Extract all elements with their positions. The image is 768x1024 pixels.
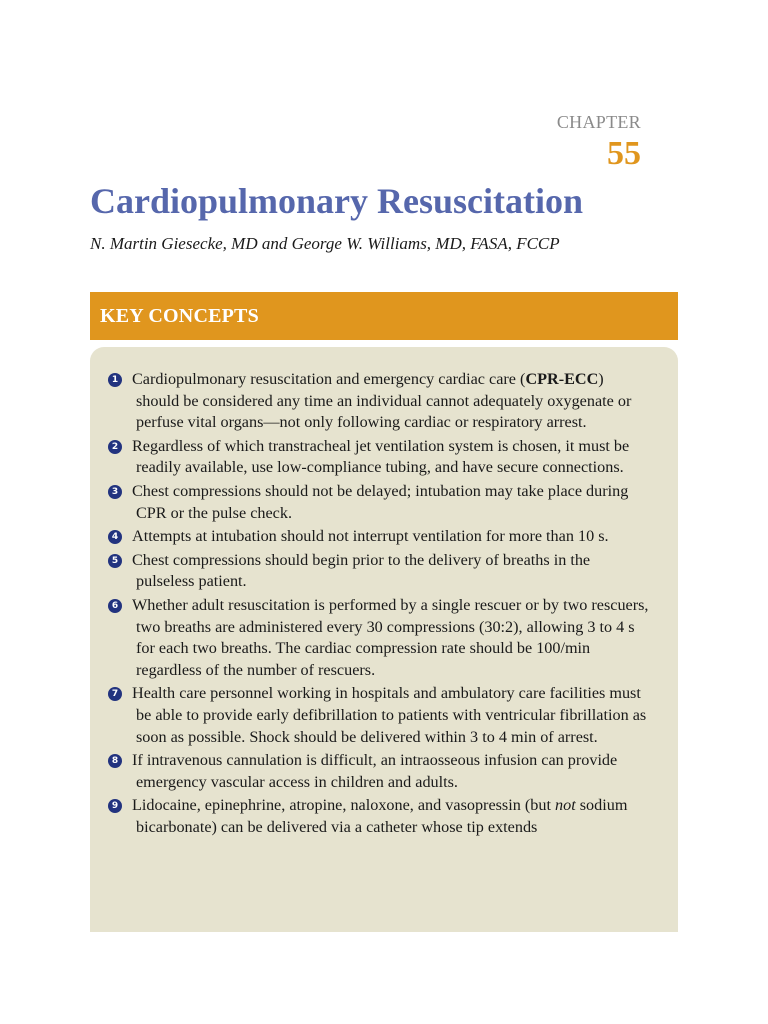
concept-number-badge: 3 xyxy=(108,485,122,499)
concept-number-badge: 6 xyxy=(108,599,122,613)
chapter-label: CHAPTER xyxy=(556,112,641,132)
key-concept-item xyxy=(108,595,650,681)
key-concept-item xyxy=(108,683,650,748)
concept-text: If intravenous cannulation is difficult, an intraosseous infusion can provide emergency vascular access in children and adults. xyxy=(132,751,618,791)
chapter-number: 55 xyxy=(607,135,641,172)
concept-text: Lidocaine, epinephrine, atropine, naloxone, and vasopressin (but not sodium bicarbonate) can be delivered via a catheter whose tip extends xyxy=(132,796,628,836)
concept-text: Attempts at intubation should not interrupt ventilation for more than 10 s. xyxy=(132,527,609,546)
key-concept-item xyxy=(108,369,650,434)
concept-number-badge: 4 xyxy=(108,530,122,544)
key-concept-item xyxy=(108,436,650,479)
key-concept-item xyxy=(108,750,650,793)
concept-italic-term: not xyxy=(555,796,576,815)
key-concept-item xyxy=(108,795,650,838)
concept-number-badge: 5 xyxy=(108,554,122,568)
chapter-title: Cardiopulmonary Resuscitation xyxy=(90,181,584,221)
concept-text: Chest compressions should not be delayed; intubation may take place during CPR or the pulse check. xyxy=(132,481,629,522)
concept-number-badge: 2 xyxy=(108,440,122,454)
concept-text: Regardless of which transtracheal jet ventilation system is chosen, it must be readily available, use low-compliance tubing, and have secure connections. xyxy=(132,436,630,477)
concept-number-badge: 1 xyxy=(108,373,122,387)
key-concept-item xyxy=(108,550,650,593)
concept-text: Whether adult resuscitation is performed by a single rescuer or by two rescuers, two breaths are administered every 30 compressions (30:2), allowing 3 to 4 s for each two breaths. The cardiac compression rate should be 100/min regardless of the number of rescuers. xyxy=(132,595,649,679)
concept-text: Chest compressions should begin prior to the delivery of breaths in the pulseless patient. xyxy=(132,550,591,591)
key-concepts-header xyxy=(90,292,678,340)
concept-bold-term: CPR-ECC xyxy=(525,370,599,388)
concept-number-badge: 8 xyxy=(108,754,122,768)
key-concepts-heading: KEY CONCEPTS xyxy=(100,304,259,327)
concept-text: Health care personnel working in hospitals and ambulatory care facilities must be able to provide early defibrillation to patients with ventricular fibrillation as soon as possible. Shock should be delivered within 3 to 4 min of arrest. xyxy=(132,684,647,746)
concept-text: Cardiopulmonary resuscitation and emergency cardiac care (CPR-ECC) should be considered any time an individual cannot adequately oxygenate or perfuse vital organs—not only following cardiac or respiratory arrest. xyxy=(132,370,632,432)
authors-line: N. Martin Giesecke, MD and George W. Williams, MD, FASA, FCCP xyxy=(90,234,560,253)
key-concepts-box xyxy=(90,347,678,932)
key-concept-item xyxy=(108,481,650,524)
key-concept-item xyxy=(108,526,650,548)
concept-number-badge: 9 xyxy=(108,799,122,813)
concept-number-badge: 7 xyxy=(108,687,122,701)
